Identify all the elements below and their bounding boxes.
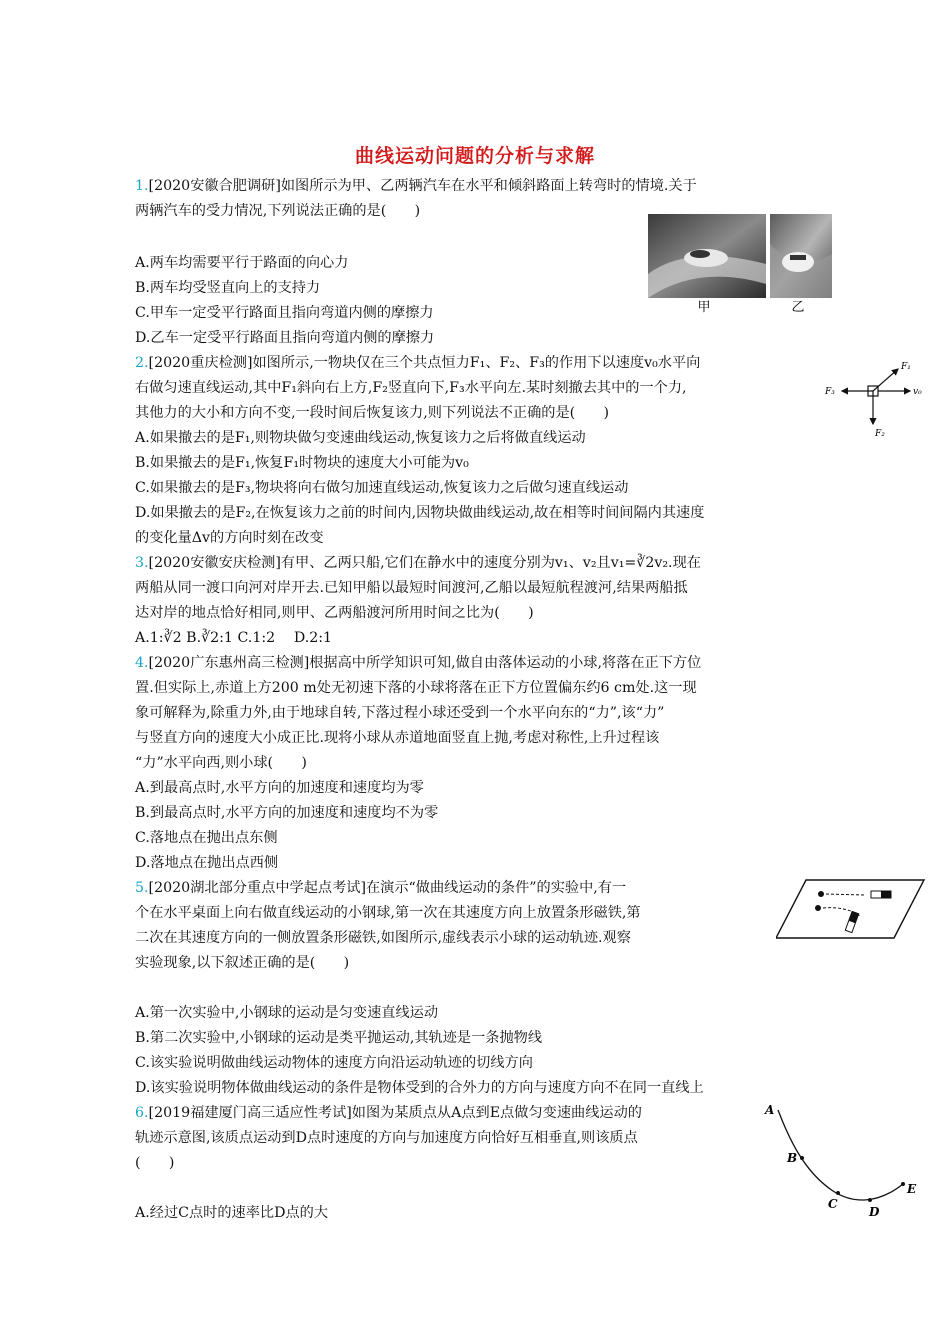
question-number: 2. [135, 355, 149, 371]
f3-label: F₃ [825, 387, 835, 397]
label-b: B [787, 1151, 798, 1165]
trajectory-figure [758, 1096, 930, 1222]
cars-photo-figure [648, 214, 832, 316]
option-a: A.第一次实验中,小钢球的运动是匀变速直线运动 [135, 1005, 439, 1021]
f2-label: F₂ [875, 429, 885, 439]
bar-magnet-2 [845, 911, 858, 932]
force-diagram [822, 360, 932, 440]
question-1-line-1: 1.[2020安徽合肥调研]如图所示为甲、乙两辆汽车在水平和倾斜路面上转弯时的情境.关于 [135, 178, 697, 194]
question-number: 5. [135, 880, 149, 896]
question-3-line-2: 两船从同一渡口向河对岸开去.已知甲船以最短时间渡河,乙船以最短航程渡河,结果两船抵 [135, 580, 688, 596]
magnet-experiment-diagram [776, 878, 926, 940]
question-3-line-3: 达对岸的地点恰好相同,则甲、乙两船渡河所用时间之比为( ) [135, 605, 534, 621]
point-b [800, 1156, 804, 1160]
question-number: 3. [135, 555, 149, 571]
label-d: D [869, 1205, 880, 1219]
force-diagram-figure [822, 360, 932, 440]
option-b: B.第二次实验中,小钢球的运动是类平抛运动,其轨迹是一条抛物线 [135, 1030, 543, 1046]
question-6-line-1: 6.[2019福建厦门高三适应性考试]如图为某质点从A点到E点做匀变速曲线运动的 [135, 1105, 642, 1121]
page-title: 曲线运动问题的分析与求解 [354, 145, 595, 167]
question-2-line-3: 其他力的大小和方向不变,一段时间后恢复该力,则下列说法不正确的是( ) [135, 405, 610, 421]
car-right-window [790, 255, 806, 260]
question-5-line-2: 个在水平桌面上向右做直线运动的小钢球,第一次在其速度方向上放置条形磁铁,第 [135, 905, 641, 921]
question-number: 1. [135, 178, 149, 194]
option-a: A.经过C点时的速率比D点的大 [135, 1205, 329, 1221]
f1-arrow [873, 369, 898, 391]
question-5-line-4: 实验现象,以下叙述正确的是( ) [135, 955, 350, 971]
option-d: D.落地点在抛出点西侧 [135, 855, 279, 871]
label-c: C [828, 1197, 838, 1211]
question-1-line-2: 两辆汽车的受力情况,下列说法正确的是( ) [135, 203, 421, 219]
question-6-line-2: 轨迹示意图,该质点运动到D点时速度的方向与加速度方向恰好互相垂直,则该质点 [135, 1130, 638, 1146]
steel-ball-2 [815, 905, 821, 911]
options-inline: A.1:∛2 B.∛2:1 C.1:2 D.2:1 [135, 630, 333, 646]
steel-ball-1 [818, 891, 824, 897]
straight-trajectory [826, 894, 864, 895]
option-d: D.如果撤去的是F₂,在恢复该力之前的时间内,因物块做曲线运动,故在相等时间间隔内其速度 [135, 505, 705, 521]
v0-label: v₀ [913, 387, 922, 397]
question-3-line-1: 3.[2020安徽安庆检测]有甲、乙两只船,它们在静水中的速度分别为v₁、v₂且v₁=∛2v₂.现在 [135, 555, 701, 571]
point-c [836, 1191, 840, 1195]
question-number: 4. [135, 655, 149, 671]
option-a: A.如果撤去的是F₁,则物块做匀变速曲线运动,恢复该力之后将做直线运动 [135, 430, 586, 446]
question-2-line-2: 右做匀速直线运动,其中F₁斜向右上方,F₂竖直向下,F₃水平向左.某时刻撤去其中的一个力, [135, 380, 687, 396]
label-yi: 乙 [791, 300, 805, 315]
question-4-line-4: 与竖直方向的速度大小成正比.现将小球从赤道地面竖直上抛,考虑对称性,上升过程该 [135, 730, 660, 746]
option-c: C.该实验说明做曲线运动物体的速度方向沿运动轨迹的切线方向 [135, 1055, 533, 1071]
label-e: E [907, 1182, 917, 1196]
trajectory-diagram [758, 1096, 930, 1222]
point-d [868, 1198, 872, 1202]
option-d: D.乙车一定受平行路面且指向弯道内侧的摩擦力 [135, 330, 435, 346]
cars-photo-illustration [648, 214, 832, 316]
car-left-window [690, 250, 710, 258]
option-d-continued: 的变化量Δv的方向时刻在改变 [135, 530, 324, 546]
question-5-line-3: 二次在其速度方向的一侧放置条形磁铁,如图所示,虚线表示小球的运动轨迹.观察 [135, 930, 631, 946]
f1-label: F₁ [901, 362, 911, 372]
question-4-line-1: 4.[2020广东惠州高三检测]根据高中所学知识可知,做自由落体运动的小球,将落在正下方位 [135, 655, 702, 671]
option-a: A.两车均需要平行于路面的向心力 [135, 255, 349, 271]
option-a: A.到最高点时,水平方向的加速度和速度均为零 [135, 780, 424, 796]
question-4-line-2: 置.但实际上,赤道上方200 m处无初速下落的小球将落在正下方位置偏东约6 cm处.这一现 [135, 680, 697, 696]
label-a: A [765, 1103, 775, 1117]
question-4-line-5: “力”水平向西,则小球( ) [135, 755, 307, 771]
option-c: C.如果撤去的是F₃,物块将向右做匀加速直线运动,恢复该力之后做匀速直线运动 [135, 480, 629, 496]
question-5-line-1: 5.[2020湖北部分重点中学起点考试]在演示“做曲线运动的条件”的实验中,有一 [135, 880, 627, 896]
option-b: B.两车均受竖直向上的支持力 [135, 280, 321, 296]
question-2-line-1: 2.[2020重庆检测]如图所示,一物块仅在三个共点恒力F₁、F₂、F₃的作用下以速度v₀水平向 [135, 355, 701, 371]
label-jia: 甲 [697, 300, 711, 315]
option-c: C.落地点在抛出点东侧 [135, 830, 278, 846]
point-e [901, 1182, 905, 1186]
question-4-line-3: 象可解释为,除重力外,由于地球自转,下落过程小球还受到一个水平向东的“力”,该“力” [135, 705, 665, 721]
option-c: C.甲车一定受平行路面且指向弯道内侧的摩擦力 [135, 305, 434, 321]
question-number: 6. [135, 1105, 149, 1121]
bar-magnet-1-pole [881, 891, 891, 898]
option-d: D.该实验说明物体做曲线运动的条件是物体受到的合外力的方向与速度方向不在同一直线上 [135, 1080, 704, 1096]
option-b: B.到最高点时,水平方向的加速度和速度均不为零 [135, 805, 439, 821]
option-b: B.如果撤去的是F₁,恢复F₁时物块的速度大小可能为v₀ [135, 455, 469, 471]
question-6-line-3: ( ) [135, 1155, 175, 1171]
magnet-experiment-figure [776, 878, 926, 940]
